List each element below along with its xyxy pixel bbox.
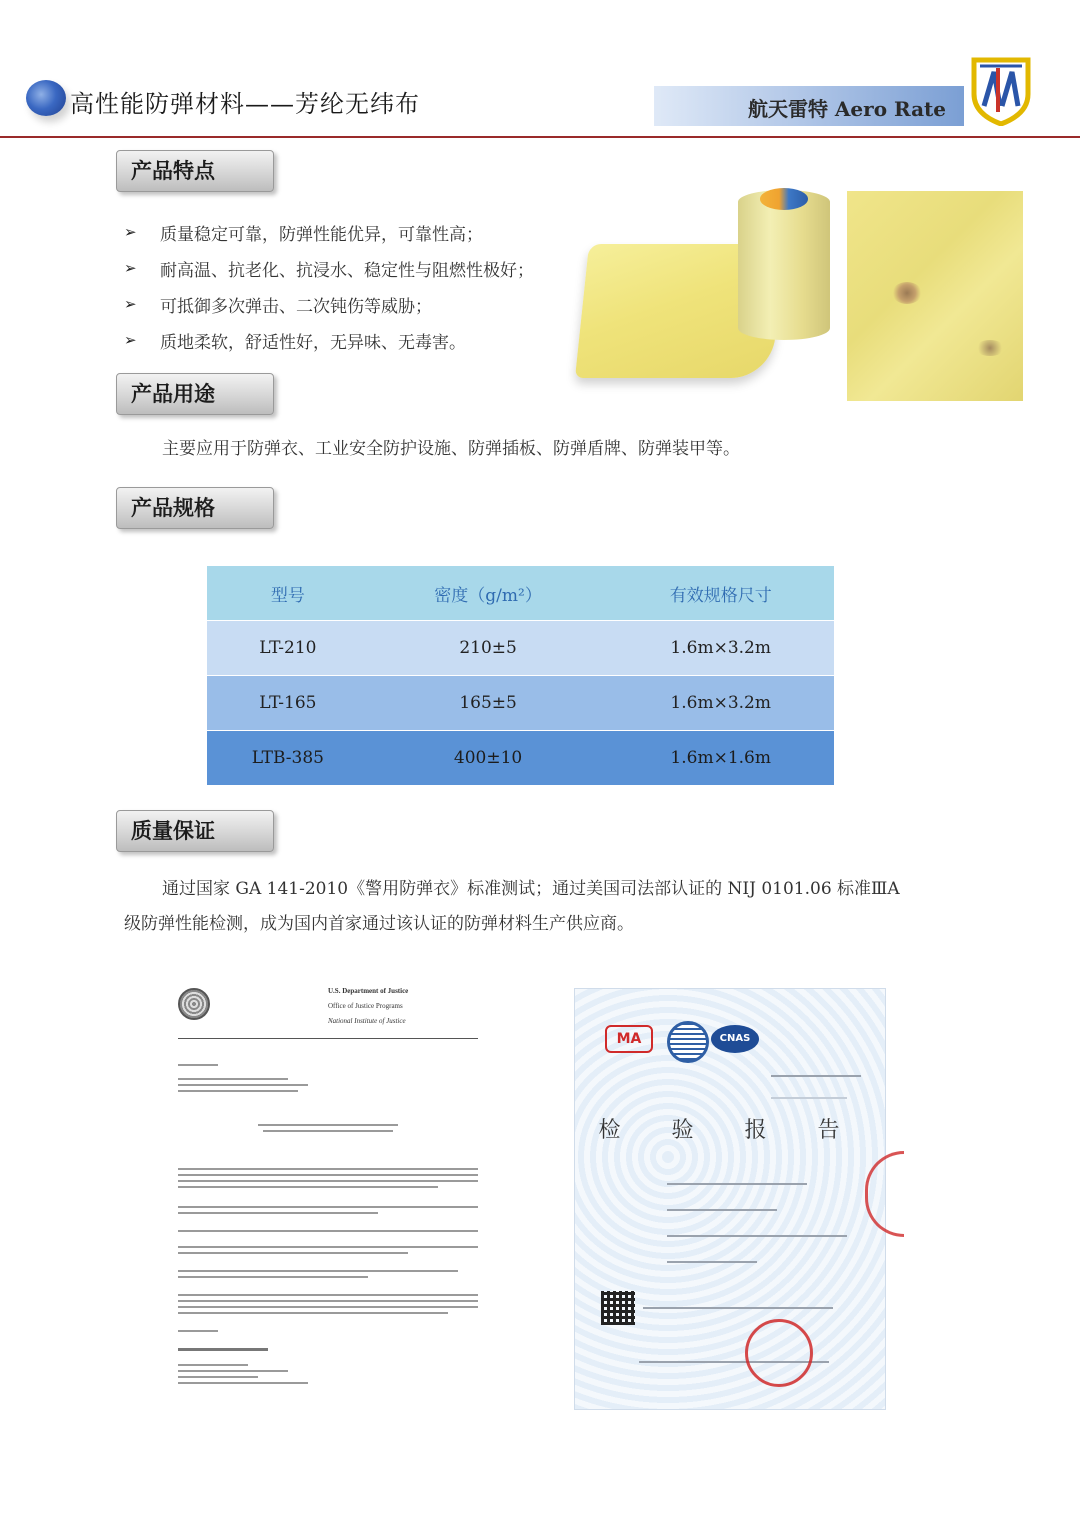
red-stamp-icon [745, 1319, 813, 1387]
certificate-title: 检 验 报 告 [598, 1118, 862, 1143]
quality-line: 通过国家 GA 141-2010《警用防弹衣》标准测试；通过美国司法部认证的 NIJ 0101.06 标准ⅢA [162, 879, 900, 899]
qr-code-icon [601, 1291, 635, 1325]
table-header-row [207, 566, 834, 621]
letter-text-line [178, 1230, 478, 1232]
table-row [207, 676, 834, 731]
cell-density: 165±5 [369, 676, 608, 731]
quality-text [124, 872, 954, 942]
doj-seal-icon [178, 988, 210, 1020]
aa-shield-logo-icon [968, 54, 1034, 126]
letter-text-line [178, 1330, 218, 1332]
bullet-impact-mark [975, 340, 1005, 356]
cert-text-line [667, 1235, 847, 1237]
bullet-impact-mark [892, 282, 922, 304]
feature-text: 质地柔软，舒适性好，无异味、无毒害。 [160, 332, 466, 353]
letter-header [328, 984, 408, 1029]
list-item [124, 286, 534, 322]
letter-text-line [178, 1252, 408, 1254]
letter-text-line [263, 1130, 393, 1132]
header-divider [0, 136, 1080, 138]
usage-text: 主要应用于防弹衣、工业安全防护设施、防弹插板、防弹盾牌、防弹装甲等。 [162, 439, 740, 459]
letter-text-line [178, 1312, 448, 1314]
header-orb-icon [26, 80, 66, 116]
cell-size: 1.6m×3.2m [607, 676, 834, 731]
list-item [124, 322, 534, 358]
letter-text-line [258, 1124, 398, 1126]
ilac-mra-icon [667, 1021, 709, 1063]
letter-text-line [178, 1246, 478, 1248]
cell-model: LT-165 [207, 676, 369, 731]
table-row [207, 621, 834, 676]
inspection-report-image [574, 988, 886, 1410]
letter-office: Office of Justice Programs [328, 1002, 403, 1010]
letter-text-line [178, 1212, 378, 1214]
cert-text-line [667, 1209, 777, 1211]
impact-test-photo [847, 191, 1023, 401]
letter-institute: National Institute of Justice [328, 1017, 406, 1025]
section-usage-label: 产品用途 [116, 373, 274, 415]
letter-text-line [178, 1090, 298, 1092]
cert-text-line [643, 1307, 833, 1309]
letter-text-line [178, 1294, 478, 1296]
column-header-density: 密度（g/m²） [369, 566, 608, 621]
cell-density: 210±5 [369, 621, 608, 676]
spec-table [207, 566, 834, 786]
letter-text-line [178, 1306, 478, 1308]
section-spec-label: 产品规格 [116, 487, 274, 529]
letter-text-line [178, 1364, 248, 1366]
yarn-spool-image [738, 190, 830, 340]
list-item [124, 250, 534, 286]
cert-text-line [667, 1261, 757, 1263]
column-header-model: 型号 [207, 566, 369, 621]
cell-size: 1.6m×3.2m [607, 621, 834, 676]
brand-name: 航天雷特 Aero Rate [747, 97, 946, 121]
list-item [124, 214, 534, 250]
letter-text-line [178, 1370, 288, 1372]
arrow-bullet-icon: ➢ [124, 295, 137, 313]
feature-text: 可抵御多次弹击、二次钝伤等威胁； [160, 296, 432, 317]
letter-text-line [178, 1276, 368, 1278]
letter-text-line [178, 1186, 438, 1188]
arrow-bullet-icon: ➢ [124, 259, 137, 277]
letter-dept: U.S. Department of Justice [328, 987, 409, 995]
table-row [207, 731, 834, 786]
letter-text-line [178, 1206, 478, 1208]
nij-compliance-letter-image [168, 978, 484, 1398]
arrow-bullet-icon: ➢ [124, 223, 137, 241]
red-stamp-icon [865, 1151, 904, 1237]
quality-line: 级防弹性能检测，成为国内首家通过该认证的防弹材料生产供应商。 [124, 914, 634, 934]
feature-text: 耐高温、抗老化、抗浸水、稳定性与阻燃性极好； [160, 260, 534, 281]
letter-text-line [178, 1084, 308, 1086]
cell-size: 1.6m×1.6m [607, 731, 834, 786]
letter-text-line [178, 1168, 478, 1170]
cell-model: LTB-385 [207, 731, 369, 786]
section-features-label: 产品特点 [116, 150, 274, 192]
cma-mark-icon: MA [605, 1025, 653, 1053]
cert-text-line [771, 1075, 861, 1077]
page-title: 高性能防弹材料——芳纶无纬布 [70, 90, 420, 118]
feature-text: 质量稳定可靠，防弹性能优异，可靠性高； [160, 224, 483, 245]
letter-text-line [178, 1382, 308, 1384]
letter-divider [178, 1038, 478, 1039]
cert-text-line [771, 1097, 847, 1099]
cnas-mark-icon: CNAS [711, 1025, 759, 1053]
letter-text-line [178, 1300, 478, 1302]
letter-text-line [178, 1180, 478, 1182]
letter-text-line [178, 1078, 288, 1080]
letter-text-line [178, 1376, 258, 1378]
letter-text-line [178, 1270, 458, 1272]
arrow-bullet-icon: ➢ [124, 331, 137, 349]
cell-model: LT-210 [207, 621, 369, 676]
signature-mark [178, 1348, 268, 1351]
letter-text-line [178, 1064, 218, 1066]
cell-density: 400±10 [369, 731, 608, 786]
brand-bar [654, 86, 964, 126]
cert-text-line [667, 1183, 807, 1185]
yarn-spool-core [760, 188, 808, 210]
section-quality-label: 质量保证 [116, 810, 274, 852]
features-list [124, 214, 534, 358]
column-header-size: 有效规格尺寸 [607, 566, 834, 621]
letter-text-line [178, 1174, 478, 1176]
